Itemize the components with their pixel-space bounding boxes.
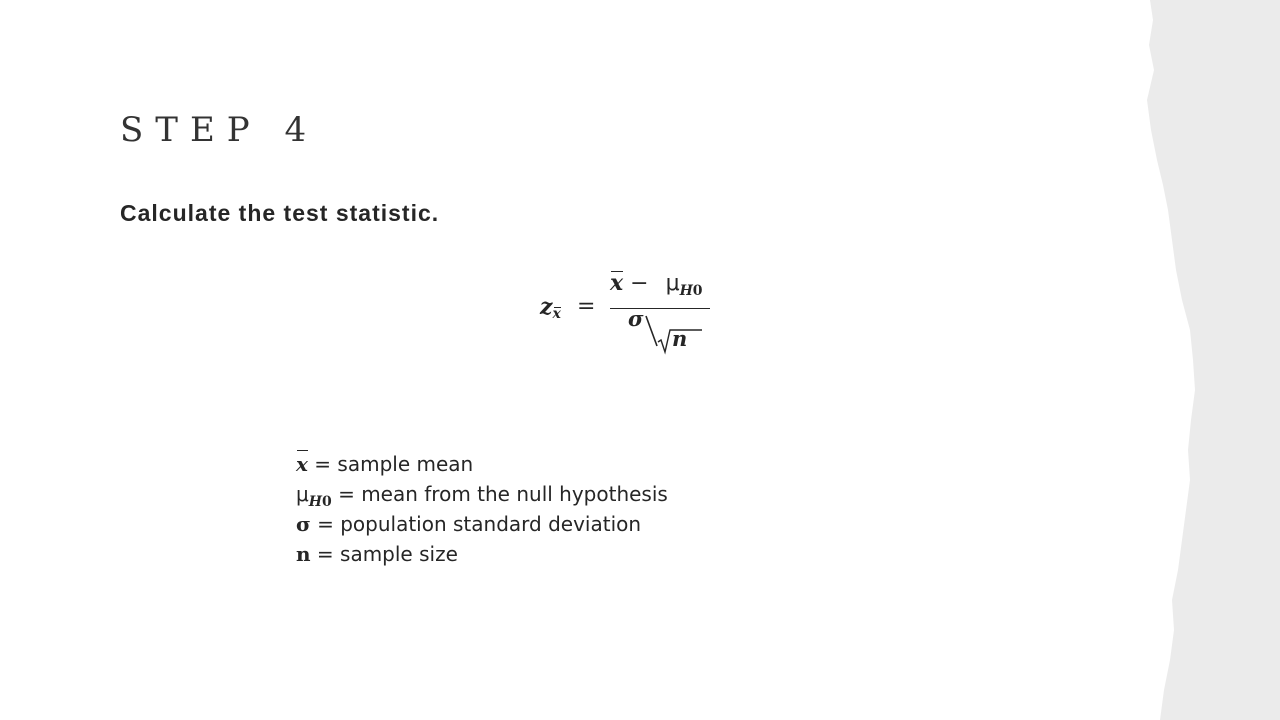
definition-text: = sample size (310, 542, 458, 566)
mu-subscript-digit: 0 (321, 494, 332, 510)
definition-population-sd (296, 509, 668, 539)
formula-denominator (628, 306, 718, 361)
mu-subscript-letter: H (679, 283, 693, 299)
definition-text: = population standard deviation (310, 512, 642, 536)
formula-numerator (610, 270, 703, 299)
definition-text: = mean from the null hypothesis (331, 482, 668, 506)
sigma-symbol: σ (296, 512, 311, 536)
formula-lhs (540, 294, 561, 322)
definition-sample-mean (296, 449, 668, 479)
equals-sign: = (577, 294, 596, 319)
mu-subscript-letter: H (308, 494, 322, 510)
test-statistic-formula (540, 270, 730, 365)
mu-subscript-digit: 0 (692, 283, 703, 299)
definition-sample-size (296, 539, 668, 569)
mu-symbol: μ (665, 271, 680, 296)
mu-symbol: μ (296, 482, 309, 506)
sigma-symbol: σ (628, 306, 644, 331)
n-symbol: n (296, 542, 311, 566)
z-symbol: z (540, 294, 553, 320)
minus-sign: − (630, 271, 649, 296)
slide-title: STEP 4 (120, 110, 319, 150)
definition-null-mean (296, 479, 668, 509)
slide-subtitle: Calculate the test statistic. (120, 200, 440, 226)
xbar-subscript: x (552, 306, 561, 322)
definition-text: = sample mean (307, 452, 474, 476)
xbar-symbol: x (296, 449, 308, 479)
variable-definitions (296, 449, 668, 569)
n-symbol: n (672, 326, 688, 351)
xbar-symbol: x (610, 270, 624, 296)
